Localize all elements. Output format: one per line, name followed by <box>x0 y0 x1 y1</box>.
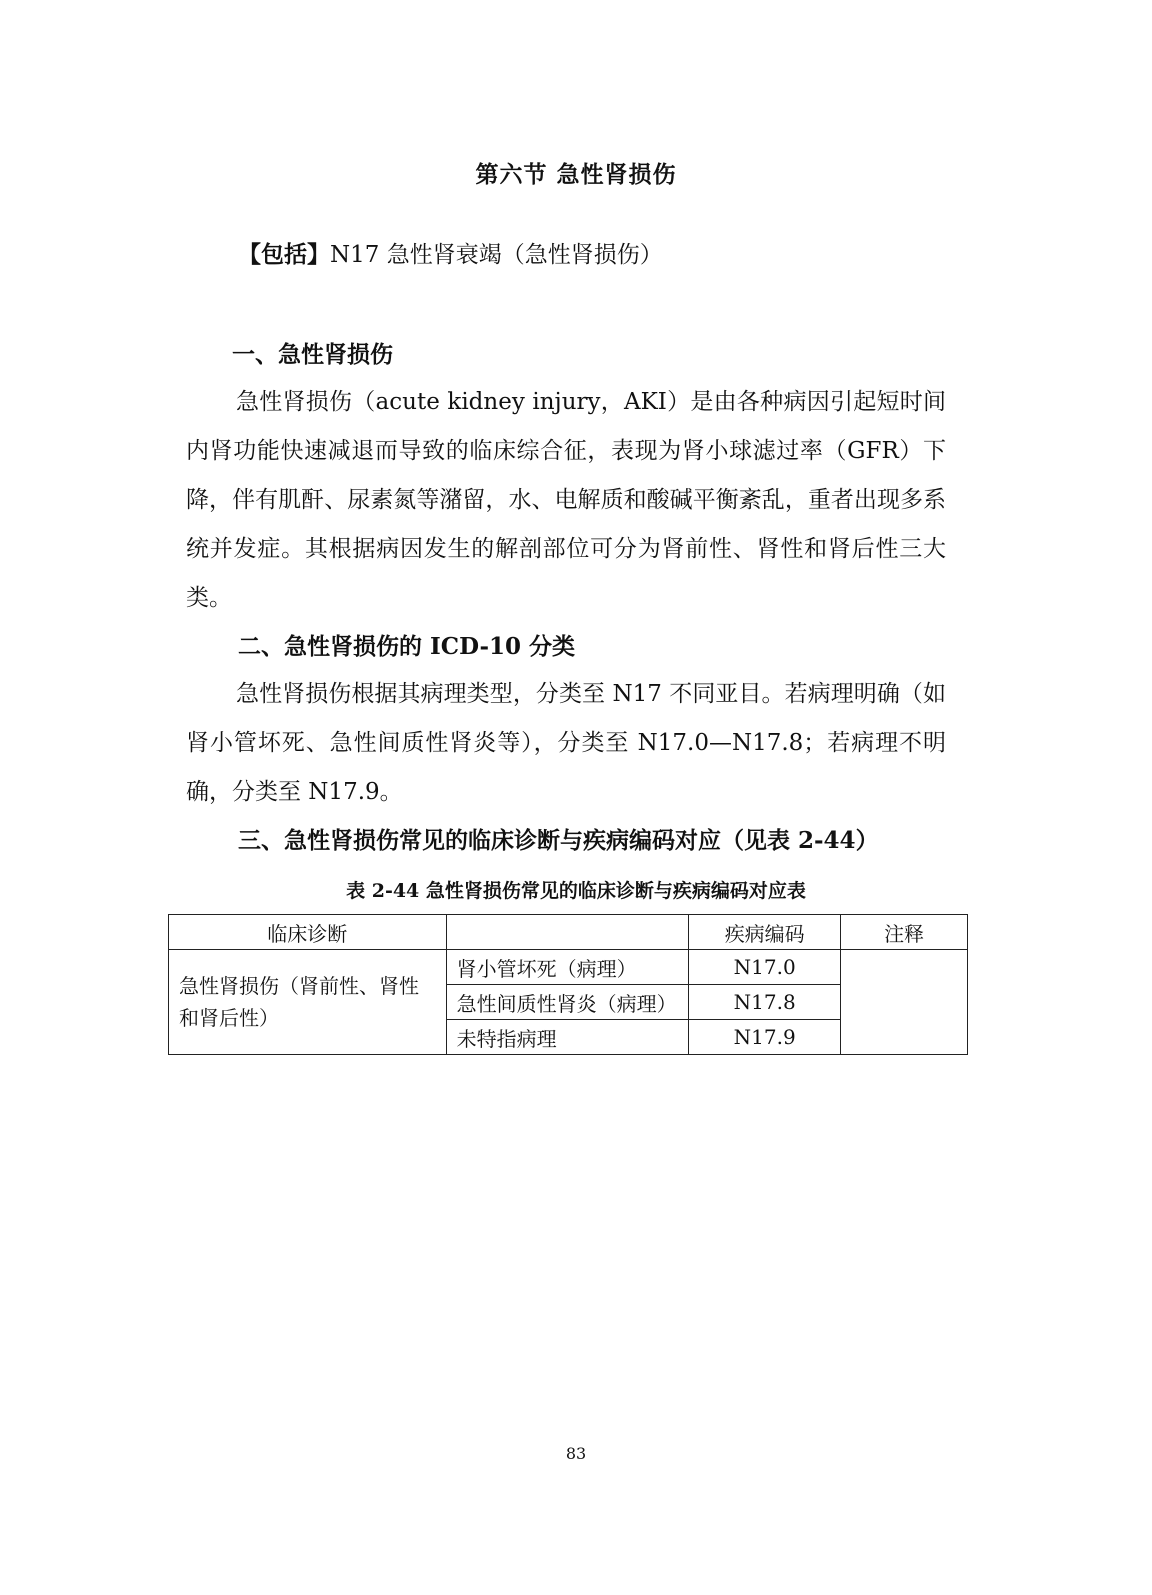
subtype-cell: 肾小管坏死（病理） <box>446 950 689 985</box>
section-title: 第六节 急性肾损伤 <box>475 161 677 188</box>
include-line <box>238 236 663 269</box>
header-blank <box>446 915 689 950</box>
paragraph-2: 急性肾损伤根据其病理类型，分类至 N17 不同亚目。若病理明确（如肾小管坏死、急性间质性肾炎等），分类至 N17.0—N17.8；若病理不明确，分类至 N17.9。 <box>186 681 946 805</box>
table-row <box>169 950 968 985</box>
header-notes: 注释 <box>841 915 968 950</box>
page-number: 83 <box>565 1444 587 1463</box>
subtype-cell: 急性间质性肾炎（病理） <box>446 985 689 1020</box>
header-disease-code: 疾病编码 <box>689 915 841 950</box>
code-cell: N17.8 <box>689 985 841 1020</box>
diagnosis-code-table <box>168 914 968 1055</box>
heading-1: 一、急性肾损伤 <box>232 341 393 368</box>
paragraph-1: 急性肾损伤（acute kidney injury，AKI）是由各种病因引起短时间内肾功能快速减退而导致的临床综合征，表现为肾小球滤过率（GFR）下降，伴有肌酐、尿素氮等潴留，水、电解质和酸碱平衡紊乱，重者出现多系统并发症。其根据病因发生的解剖部位可分为肾前性、肾性和肾后性三大类。 <box>186 389 946 611</box>
subtype-cell: 未特指病理 <box>446 1020 689 1055</box>
heading-3: 三、急性肾损伤常见的临床诊断与疾病编码对应（见表 2-44） <box>238 827 879 854</box>
include-text: N17 急性肾衰竭（急性肾损伤） <box>330 242 663 268</box>
diagnosis-cell: 急性肾损伤（肾前性、肾性和肾后性） <box>169 950 447 1055</box>
table-header-row <box>169 915 968 950</box>
note-cell <box>841 950 968 1055</box>
include-label: 【包括】 <box>238 241 330 268</box>
header-clinical-diagnosis: 临床诊断 <box>169 915 447 950</box>
code-cell: N17.9 <box>689 1020 841 1055</box>
table-caption: 表 2-44 急性肾损伤常见的临床诊断与疾病编码对应表 <box>346 880 806 902</box>
code-cell: N17.0 <box>689 950 841 985</box>
heading-2: 二、急性肾损伤的 ICD-10 分类 <box>238 633 576 660</box>
